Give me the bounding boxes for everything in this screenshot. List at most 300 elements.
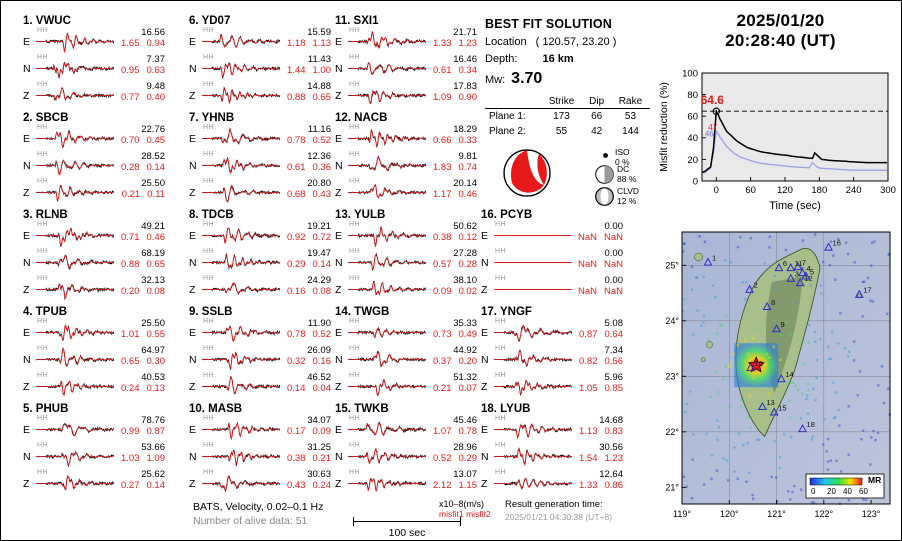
amplitude-value: 34.07: [307, 415, 331, 426]
misfit1-value: 0.29: [287, 259, 306, 270]
amplitude-value: 21.71: [453, 27, 477, 38]
component-row: [335, 470, 477, 497]
component-row: [23, 82, 165, 109]
misfit1-value: 0.52: [433, 453, 452, 464]
svg-text:23°: 23°: [665, 371, 679, 382]
channel-label: HH: [349, 275, 361, 282]
amplitude-value: 53.66: [141, 442, 165, 453]
svg-text:120: 120: [777, 185, 793, 196]
amplitude-value: 18.29: [453, 124, 477, 135]
station-title: 17. YNGF: [481, 306, 532, 318]
component-label: E: [189, 230, 197, 242]
channel-label: HH: [203, 275, 215, 282]
channel-label: HH: [37, 221, 49, 228]
misfit1-value: 0.92: [287, 232, 306, 243]
svg-text:13: 13: [766, 397, 775, 407]
channel-label: HH: [37, 345, 49, 352]
amplitude-value: 0.00: [604, 275, 623, 286]
component-row: [23, 470, 165, 497]
misfit1-value: 0.16: [287, 286, 306, 297]
svg-text:122°: 122°: [814, 509, 834, 519]
channel-label: HH: [203, 372, 215, 379]
misfit-values: [433, 480, 477, 491]
amplitude-value: 27.28: [453, 248, 477, 259]
misfit-values: [433, 453, 477, 464]
misfit2-value: 0.34: [458, 65, 477, 76]
component-row: [23, 125, 165, 152]
component-label: N: [335, 451, 343, 463]
amplitude-value: 11.90: [307, 318, 331, 329]
component-row: [189, 125, 331, 152]
misfit1-value: 1.33: [433, 38, 452, 49]
waveform-trace: [36, 416, 114, 443]
event-date: 2025/01/20: [736, 11, 825, 30]
misfit1-value: 0.20: [121, 286, 140, 297]
waveform-trace: [36, 125, 114, 152]
col-rake: Rake: [611, 96, 650, 109]
station-block: [23, 403, 165, 497]
component-label: N: [23, 63, 31, 75]
amplitude-value: 19.21: [307, 221, 331, 232]
component-label: Z: [481, 284, 488, 296]
channel-label: HH: [349, 469, 361, 476]
misfit1-value: 0.73: [433, 329, 452, 340]
component-row: [189, 470, 331, 497]
amplitude-value: 16.46: [453, 54, 477, 65]
svg-text:2: 2: [753, 280, 758, 290]
component-label: Z: [335, 381, 342, 393]
misfit1-value: 0.61: [433, 65, 452, 76]
misfit-values: [433, 383, 477, 394]
svg-text:21°: 21°: [665, 482, 679, 493]
svg-text:17: 17: [863, 285, 872, 295]
component-label: E: [189, 36, 197, 48]
amplitude-value: 7.37: [146, 54, 165, 65]
component-row: [23, 416, 165, 443]
misfit1-value: 0.17: [287, 426, 306, 437]
alive-data-caption: Number of alive data: 51: [193, 515, 308, 527]
amplitude-value: 35.33: [453, 318, 477, 329]
misfit1-value: NaN: [577, 232, 597, 243]
misfit-values: [287, 162, 331, 173]
misfit1-value: 0.28: [121, 162, 140, 173]
best-fit-title: BEST FIT SOLUTION: [485, 17, 613, 31]
misfit-values: [579, 329, 623, 340]
station-block: [335, 209, 477, 303]
waveform-trace: [348, 55, 426, 82]
misfit1-value: 0.78: [287, 135, 306, 146]
misfit1-value: 0.88: [287, 92, 306, 103]
misfit1-value: 0.38: [433, 232, 452, 243]
svg-text:20: 20: [827, 487, 836, 496]
misfit1-value: 0.95: [121, 65, 140, 76]
waveform-trace: [494, 346, 572, 373]
component-label: Z: [335, 478, 342, 490]
station-column-4: [481, 209, 623, 500]
component-row: [335, 373, 477, 400]
svg-text:0: 0: [692, 176, 698, 188]
misfit-values: [579, 453, 623, 464]
misfit-values: [121, 38, 165, 49]
misfit2-value: 1.15: [458, 480, 477, 491]
misfit-values: [433, 189, 477, 200]
mw-label: Mw:: [485, 74, 506, 86]
waveform-trace: [36, 55, 114, 82]
misfit2-value: 0.49: [458, 329, 477, 340]
waveform-trace: [202, 319, 280, 346]
generation-time: [505, 499, 612, 522]
svg-text:47: 47: [708, 123, 718, 133]
waveform-trace: [348, 179, 426, 206]
bats-caption: BATS, Velocity, 0.02–0.1 Hz: [193, 501, 324, 513]
misfit1-value: 1.33: [579, 480, 598, 491]
misfit1-value: 1.13: [579, 426, 598, 437]
misfit1-label: misfit1: [439, 509, 464, 519]
magnitude-row: [485, 70, 650, 88]
misfit2-value: 0.36: [312, 162, 331, 173]
iso-label: ISO: [615, 147, 630, 157]
misfit2-value: 0.29: [458, 453, 477, 464]
component-row: [189, 346, 331, 373]
location-value: ( 120.57, 23.20 ): [535, 36, 617, 48]
amplitude-value: 50.62: [453, 221, 477, 232]
misfit2-value: 0.14: [146, 162, 165, 173]
amplitude-value: 38.10: [453, 275, 477, 286]
component-label: Z: [335, 90, 342, 102]
channel-label: HH: [37, 469, 49, 476]
channel-label: HH: [37, 248, 49, 255]
waveform-trace: [202, 373, 280, 400]
channel-label: HH: [37, 372, 49, 379]
misfit2-value: 0.86: [604, 480, 623, 491]
misfit-values: [287, 38, 331, 49]
misfit-values: [121, 286, 165, 297]
misfit-values: [433, 38, 477, 49]
channel-label: HH: [349, 372, 361, 379]
misfit-values: [121, 480, 165, 491]
svg-text:120°: 120°: [719, 509, 739, 519]
svg-text:Misfit reduction (%): Misfit reduction (%): [658, 82, 670, 172]
misfit-values: [121, 356, 165, 367]
misfit1-value: 1.03: [121, 453, 140, 464]
misfit2-value: 0.45: [146, 135, 165, 146]
svg-text:4: 4: [806, 264, 811, 274]
channel-label: HH: [203, 318, 215, 325]
misfit2-value: 0.87: [146, 426, 165, 437]
amplitude-value: 19.47: [307, 248, 331, 259]
misfit-values: [433, 65, 477, 76]
component-row: [335, 82, 477, 109]
component-label: N: [335, 354, 343, 366]
channel-label: HH: [349, 124, 361, 131]
misfit1-value: 1.18: [287, 38, 306, 49]
units-legend: [439, 499, 491, 519]
misfit-values: [433, 232, 477, 243]
component-label: Z: [335, 187, 342, 199]
amplitude-value: 24.29: [307, 275, 331, 286]
component-label: N: [335, 63, 343, 75]
component-label: N: [189, 160, 197, 172]
misfit2-value: 0.07: [458, 383, 477, 394]
component-row: [23, 55, 165, 82]
table-row: [485, 109, 650, 125]
component-row: [335, 319, 477, 346]
component-label: N: [481, 257, 489, 269]
moment-tensor-decomposition: [485, 147, 650, 209]
misfit2-value: 0.52: [312, 135, 331, 146]
station-block: [189, 209, 331, 303]
amplitude-value: 12.36: [307, 151, 331, 162]
station-block: [335, 306, 477, 400]
channel-label: HH: [495, 469, 507, 476]
misfit2-value: 0.12: [458, 232, 477, 243]
misfit-values: [287, 453, 331, 464]
amplitude-value: 11.16: [307, 124, 331, 135]
misfit1-value: 0.37: [433, 356, 452, 367]
waveform-trace: [348, 470, 426, 497]
misfit-values: [433, 286, 477, 297]
misfit-values: [578, 232, 623, 243]
component-label: N: [335, 160, 343, 172]
misfit1-value: 0.87: [579, 329, 598, 340]
waveform-trace: [36, 319, 114, 346]
waveform-trace: [202, 222, 280, 249]
waveform-trace: [36, 152, 114, 179]
depth-value: 16 km: [542, 53, 574, 65]
misfit2-value: 0.64: [604, 329, 623, 340]
component-row: [481, 470, 623, 497]
best-fit-solution-panel: [485, 17, 650, 209]
channel-label: HH: [37, 415, 49, 422]
misfit-values: [121, 135, 165, 146]
station-title: 13. YULB: [335, 209, 386, 221]
amplitude-value: 51.32: [453, 372, 477, 383]
component-label: N: [189, 63, 197, 75]
component-row: [189, 222, 331, 249]
waveform-trace: [202, 276, 280, 303]
amplitude-value: 7.34: [604, 345, 623, 356]
svg-text:60: 60: [687, 111, 698, 123]
footer: [1, 497, 902, 541]
component-row: [23, 443, 165, 470]
component-label: Z: [23, 187, 30, 199]
misfit2-value: 0.21: [312, 453, 331, 464]
amplitude-value: 25.50: [141, 178, 165, 189]
amplitude-value: 31.25: [307, 442, 331, 453]
depth-row: [485, 53, 650, 65]
misfit2-value: 1.09: [146, 453, 165, 464]
svg-text:MR: MR: [868, 475, 882, 485]
waveform-trace: [494, 416, 572, 443]
station-block: [189, 306, 331, 400]
svg-text:5: 5: [809, 267, 815, 277]
misfit2-value: 0.16: [312, 356, 331, 367]
generation-time-label: Result generation time:: [505, 499, 603, 510]
misfit-values: [121, 162, 165, 173]
misfit1-value: 0.99: [121, 426, 140, 437]
svg-text:64.6: 64.6: [700, 93, 724, 108]
misfit-values: [433, 329, 477, 340]
component-label: N: [189, 451, 197, 463]
plane1-rake: 53: [624, 111, 637, 122]
waveform-trace: [348, 249, 426, 276]
channel-label: HH: [203, 124, 215, 131]
svg-text:0: 0: [713, 185, 719, 196]
component-label: E: [189, 327, 197, 339]
station-column-2: [189, 15, 331, 500]
component-row: [481, 443, 623, 470]
misfit1-value: 0.61: [287, 162, 306, 173]
waveform-trace: [494, 373, 572, 400]
waveform-trace: [202, 443, 280, 470]
svg-text:40: 40: [687, 133, 698, 145]
misfit2-value: 0.14: [312, 259, 331, 270]
misfit-values: [287, 329, 331, 340]
component-row: [481, 319, 623, 346]
event-datetime: [663, 11, 898, 51]
misfit1-value: 0.21: [121, 189, 141, 200]
svg-text:18: 18: [806, 420, 815, 430]
component-row: [481, 276, 623, 303]
station-block: [335, 15, 477, 109]
clvd-pct: 12 %: [617, 195, 637, 206]
component-row: [189, 28, 331, 55]
channel-label: HH: [203, 469, 215, 476]
misfit-values: [433, 259, 477, 270]
waveform-trace: [36, 443, 114, 470]
waveform-trace: [202, 416, 280, 443]
station-block: [189, 403, 331, 497]
waveform-trace: [494, 249, 572, 276]
component-row: [335, 346, 477, 373]
svg-text:10: 10: [754, 359, 763, 368]
amplitude-value: 30.56: [599, 442, 623, 453]
misfit-values: [433, 162, 477, 173]
plane2-label: Plane 2:: [489, 126, 526, 137]
mw-value: 3.70: [511, 70, 543, 87]
component-row: [23, 179, 165, 206]
misfit1-value: 0.65: [121, 356, 140, 367]
channel-label: HH: [349, 27, 361, 34]
component-label: N: [23, 451, 31, 463]
svg-text:119°: 119°: [673, 509, 691, 519]
component-row: [23, 28, 165, 55]
amplitude-value: 68.19: [141, 248, 165, 259]
component-label: N: [481, 354, 489, 366]
misfit-reduction-chart: [656, 63, 896, 213]
component-row: [335, 28, 477, 55]
svg-text:9: 9: [780, 320, 785, 330]
misfit2-value: 0.55: [146, 329, 165, 340]
station-title: 2. SBCB: [23, 112, 69, 124]
svg-text:8: 8: [771, 297, 776, 307]
misfit1-value: 2.12: [433, 480, 452, 491]
channel-label: HH: [349, 81, 361, 88]
waveform-trace: [494, 443, 572, 470]
component-row: [481, 346, 623, 373]
component-label: Z: [23, 284, 30, 296]
station-block: [23, 209, 165, 303]
amplitude-value: 17.83: [453, 81, 477, 92]
amplitude-value: 9.81: [458, 151, 477, 162]
misfit1-value: 0.27: [121, 480, 140, 491]
col-dip: Dip: [582, 96, 611, 109]
channel-label: HH: [37, 81, 49, 88]
clvd-label: CLVD: [617, 186, 640, 196]
station-title: 6. YD07: [189, 15, 231, 27]
misfit-values: [121, 259, 165, 270]
waveform-trace: [202, 470, 280, 497]
misfit1-value: 0.66: [433, 135, 452, 146]
waveform-trace: [348, 373, 426, 400]
channel-label: HH: [495, 442, 507, 449]
misfit2-label: misfit2: [466, 509, 491, 519]
svg-text:Time (sec): Time (sec): [769, 200, 821, 212]
component-row: [189, 443, 331, 470]
component-label: E: [481, 230, 489, 242]
station-column-3: [335, 15, 477, 500]
misfit-values: [121, 383, 165, 394]
component-label: Z: [189, 284, 196, 296]
amplitude-value: 5.96: [604, 372, 623, 383]
misfit2-value: 0.43: [312, 189, 331, 200]
channel-label: HH: [349, 54, 361, 61]
amplitude-value: 25.62: [141, 469, 165, 480]
component-row: [481, 249, 623, 276]
waveform-trace: [348, 443, 426, 470]
channel-label: HH: [203, 81, 215, 88]
misfit2-value: 0.94: [146, 38, 165, 49]
amplitude-value: 0.00: [604, 248, 623, 259]
station-block: [189, 112, 331, 206]
misfit1-value: 1.44: [287, 65, 306, 76]
station-title: 1. VWUC: [23, 15, 71, 27]
component-row: [23, 346, 165, 373]
component-label: Z: [189, 90, 196, 102]
component-label: E: [335, 36, 343, 48]
svg-text:40: 40: [843, 487, 852, 496]
component-label: N: [23, 354, 31, 366]
component-label: E: [335, 424, 343, 436]
component-label: Z: [481, 478, 488, 490]
station-title: 5. PHUB: [23, 403, 69, 415]
misfit2-value: 0.78: [458, 426, 477, 437]
misfit2-value: 0.40: [146, 92, 165, 103]
misfit2-value: 0.09: [312, 426, 331, 437]
component-row: [335, 152, 477, 179]
station-title: 9. SSLB: [189, 306, 233, 318]
misfit-values: [287, 65, 331, 76]
amplitude-value: 26.09: [307, 345, 331, 356]
misfit-values: [579, 383, 623, 394]
svg-text:7: 7: [801, 257, 806, 267]
misfit1-value: 0.71: [121, 232, 140, 243]
component-label: E: [23, 424, 31, 436]
misfit1-value: 0.32: [287, 356, 306, 367]
amplitude-value: 30.63: [307, 469, 331, 480]
misfit1-value: 1.01: [121, 329, 140, 340]
channel-label: HH: [349, 415, 361, 422]
misfit-values: [121, 329, 165, 340]
misfit2-value: NaN: [603, 232, 623, 243]
channel-label: HH: [37, 275, 49, 282]
station-title: 8. TDCB: [189, 209, 234, 221]
component-label: Z: [189, 478, 196, 490]
location-row: [485, 36, 650, 48]
misfit2-value: 0.04: [312, 383, 331, 394]
amplitude-value: 20.14: [453, 178, 477, 189]
component-row: [189, 276, 331, 303]
